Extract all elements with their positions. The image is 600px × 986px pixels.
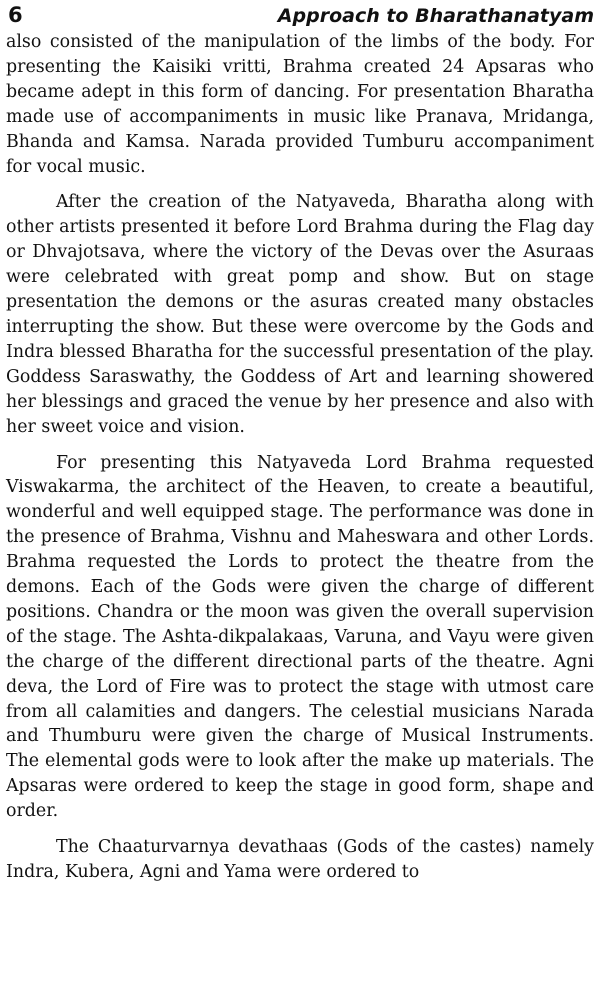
body-text bbox=[6, 30, 594, 885]
page-header bbox=[6, 0, 594, 30]
paragraph-natyaveda-presentation: After the creation of the Natyaveda, Bharatha along with other artists presented it before Lord Brahma during the Flag day or Dhvajotsava, where the victory of the Devas over the Asuraas were celebrated with great pomp and show. But on stage presentation the demons or the asuras created many obstacles interrupting the show. But these were overcome by the Gods and Indra blessed Bharatha for the successful presentation of the play. Goddess Saraswathy, the Goddess of Art and learning showered her blessings and graced the venue by her presence and also with her sweet voice and vision. bbox=[6, 192, 594, 437]
paragraph-stage-creation: For presenting this Natyaveda Lord Brahma requested Viswakarma, the architect of the Heaven, to create a beautiful, wonderful and well equipped stage. The performance was done in the presence of Brahma, Vishnu and Maheswara and other Lords. Brahma requested the Lords to protect the theatre from the demons. Each of the Gods were given the charge of different positions. Chandra or the moon was given the overall supervision of the stage. The Ashta-dikpalakaas, Varuna, and Vayu were given the charge of the different directional parts of the theatre. Agni deva, the Lord of Fire was to protect the stage with utmost care from all calamities and dangers. The celestial musicians Narada and Thumburu were given the charge of Musical Instruments. The elemental gods were to look after the make up materials. The Apsaras were ordered to keep the stage in good form, shape and order. bbox=[6, 452, 594, 822]
paragraph-chaaturvarnya: The Chaaturvarnya devathaas (Gods of the castes) namely Indra, Kubera, Agni and Yama were ordered to bbox=[6, 837, 594, 882]
paragraph-continued: also consisted of the manipulation of the limbs of the body. For presenting the Kaisiki vritti, Brahma created 24 Apsaras who became adept in this form of dancing. For presentation Bharatha made use of accompaniments in music like Pranava, Mridanga, Bhanda and Kamsa. Narada provided Tumburu accompaniment for vocal music. bbox=[6, 32, 594, 177]
running-title: Approach to Bharathanatyam bbox=[277, 5, 594, 27]
page-number: 6 bbox=[8, 3, 23, 27]
